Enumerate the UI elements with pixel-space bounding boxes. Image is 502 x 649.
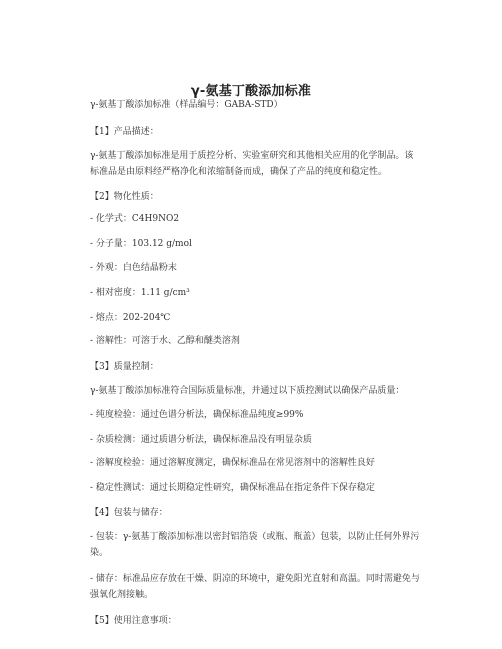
subtitle: γ-氨基丁酸添加标准（样品编号：GABA-STD）: [90, 100, 283, 110]
qc-impurity: - 杂质检测：通过质谱分析法，确保标准品没有明显杂质: [90, 435, 312, 445]
property-density: - 相对密度：1.11 g/cm³: [90, 288, 190, 298]
property-solubility: - 溶解性：可溶于水、乙醇和醚类溶剂: [90, 336, 240, 346]
section-5-heading: 【5】使用注意事项：: [90, 616, 177, 626]
section-1-paragraph: γ-氨基丁酸添加标准是用于质控分析、实验室研究和其他相关应用的化学制品。该标准品是由原料经严格净化和浓缩制备而成，确保了产品的纯度和稳定性。: [90, 151, 414, 177]
qc-solubility: - 溶解度检验：通过溶解度测定，确保标准品在常见溶剂中的溶解性良好: [90, 458, 375, 468]
section-2-heading: 【2】物化性质：: [90, 192, 159, 202]
qc-stability: - 稳定性测试：通过长期稳定性研究，确保标准品在指定条件下保存稳定: [90, 483, 375, 493]
packaging-item: - 包装：γ-氨基丁酸添加标准以密封铝箔袋（或瓶、瓶盖）包装，以防止任何外界污染。: [90, 532, 420, 558]
section-3-intro: γ-氨基丁酸添加标准符合国际质量标准，并通过以下质控测试以确保产品质量：: [90, 386, 405, 396]
qc-purity: - 纯度检验：通过色谱分析法，确保标准品纯度≥99%: [90, 410, 304, 420]
section-3-heading: 【3】质量控制：: [90, 362, 159, 372]
section-4-heading: 【4】包装与储存：: [90, 508, 168, 518]
property-molecular-weight: - 分子量：103.12 g/mol: [90, 239, 192, 249]
property-melting-point: - 熔点：202-204℃: [90, 313, 171, 323]
property-formula: - 化学式：C4H9NO2: [90, 214, 180, 224]
storage-item: - 储存：标准品应存放在干燥、阴凉的环境中，避免阳光直射和高温。同时需避免与强氧化剂接触。: [90, 574, 420, 600]
document-title: γ-氨基丁酸添加标准: [190, 84, 312, 99]
property-appearance: - 外观：白色结晶粉末: [90, 263, 177, 273]
section-1-heading: 【1】产品描述：: [90, 127, 159, 137]
